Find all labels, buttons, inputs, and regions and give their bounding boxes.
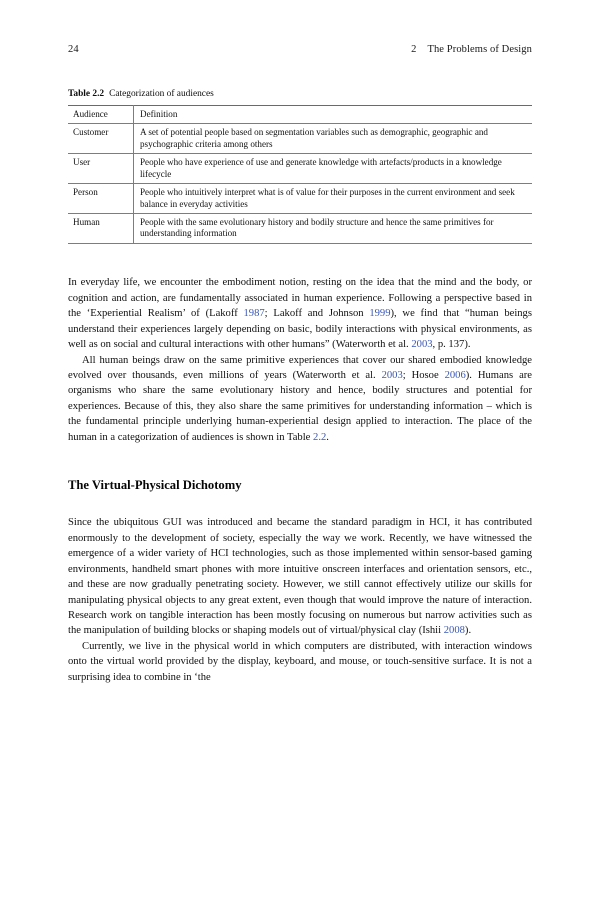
table-caption-label: Table 2.2 [68,89,105,99]
cell-audience: Customer [68,124,134,154]
cross-reference-table-2-2[interactable]: 2.2 [313,431,327,443]
table-block [68,88,532,244]
page-number: 24 [68,44,79,55]
table-caption [68,88,532,100]
table-row [68,124,532,154]
cell-audience: Person [68,184,134,214]
chapter-running-title [411,44,532,55]
citation-link-lakoff-1987[interactable]: 1987 [243,308,265,320]
cell-audience: User [68,154,134,184]
paragraph-text: . [326,431,329,443]
table-caption-text: Categorization of audiences [109,89,214,99]
paragraph-text: ). [464,625,472,637]
paragraph-text: ), we find that “human beings understand their experiences largely depending on basic, bodily interactions with physical environments, as well as on social and cultural interactions with other humans” (Waterworth et al. [68,308,532,351]
paragraph-text: In everyday life, we encounter the embodiment notion, resting on the idea that the mind and the body, or cognition and action, are fundamentally associated in human experience. Following a perspective based in the ‘Experiential Realism’ of (Lakoff [68,277,532,320]
section-heading: The Virtual-Physical Dichotomy [68,478,242,493]
section-heading-wrap [68,477,532,493]
paragraph-text: ; Hosoe [402,369,445,381]
table-row [68,214,532,244]
table-header-row [68,106,532,124]
citation-link-hosoe-2006[interactable]: 2006 [444,369,466,381]
cell-definition: People who have experience of use and generate knowledge with artefacts/products in a knowledge lifecycle [140,156,502,179]
audiences-table [68,105,532,244]
paragraph-primitives [68,353,532,446]
paragraph-text: Currently, we live in the physical world in which computers are distributed, with interaction windows onto the virtual world provided by the display, keyboard, and mouse, or touch-sensitive surface. It is not a surprising idea to combine in ‘the [68,640,532,683]
column-header-definition: Definition [140,108,178,119]
paragraph-text: Since the ubiquitous GUI was introduced and became the standard paradigm in HCI, it has contributed enormously to the development of society, especially the way we work. Recently, we have witnessed the emergence of a wider variety of HCI technologies, such as those implemented within sensor-based gaming environments, handheld smart phones with more intuitive onscreen interfaces and orientation sensors, etc., and these are now gradually penetrating society. However, we still cannot effectively utilize our skills for manipulating physical objects to any great extent, even though that would improve the nature of interaction. Research work on tangible interaction has been mostly focusing on numerous but narrow activities such as the manipulation of building blocks or shaping models out of virtual/physical clay (Ishii [68,517,532,637]
cell-definition: People with the same evolutionary history and bodily structure and hence the same primitives for understanding information [140,216,494,239]
citation-link-waterworth-2003[interactable]: 2003 [381,369,403,381]
paragraph-physical-world [68,639,532,685]
running-head [68,44,532,58]
chapter-number: 2 [411,44,417,55]
cell-definition: A set of potential people based on segmentation variables such as demographic, geographic and psychographic criteria among others [140,126,488,149]
paragraph-text: ). Humans are organisms who share the same evolutionary history and hence, bodily structures and potential for experiences. Because of this, they also share the same primitives for understanding information – which is the fundamental principle underlying human-experiential design applied to interaction. The place of the human in a categorization of audiences is shown in Table [68,369,532,443]
citation-link-lakoff-johnson-1999[interactable]: 1999 [369,308,391,320]
paragraph-text: All human beings draw on the same primitive experiences that cover our shared embodied knowledge evolved over thousands, even millions of years (Waterworth et al. [68,354,532,381]
cell-definition: People who intuitively interpret what is of value for their purposes in the current environment and seek balance in everyday activities [140,186,515,209]
cell-audience: Human [68,214,134,244]
table-row [68,184,532,214]
chapter-title-text: The Problems of Design [427,44,532,55]
paragraph-text: ; Lakoff and Johnson [264,308,370,320]
citation-link-ishii-2008[interactable]: 2008 [443,625,465,637]
table-row [68,154,532,184]
paragraph-embodiment [68,275,532,352]
paragraph-gui-paradigm [68,515,532,639]
column-header-audience: Audience [68,106,134,124]
page-content [68,44,532,685]
paragraph-text: , p. 137). [432,339,471,351]
citation-link-waterworth-2003[interactable]: 2003 [411,339,433,351]
